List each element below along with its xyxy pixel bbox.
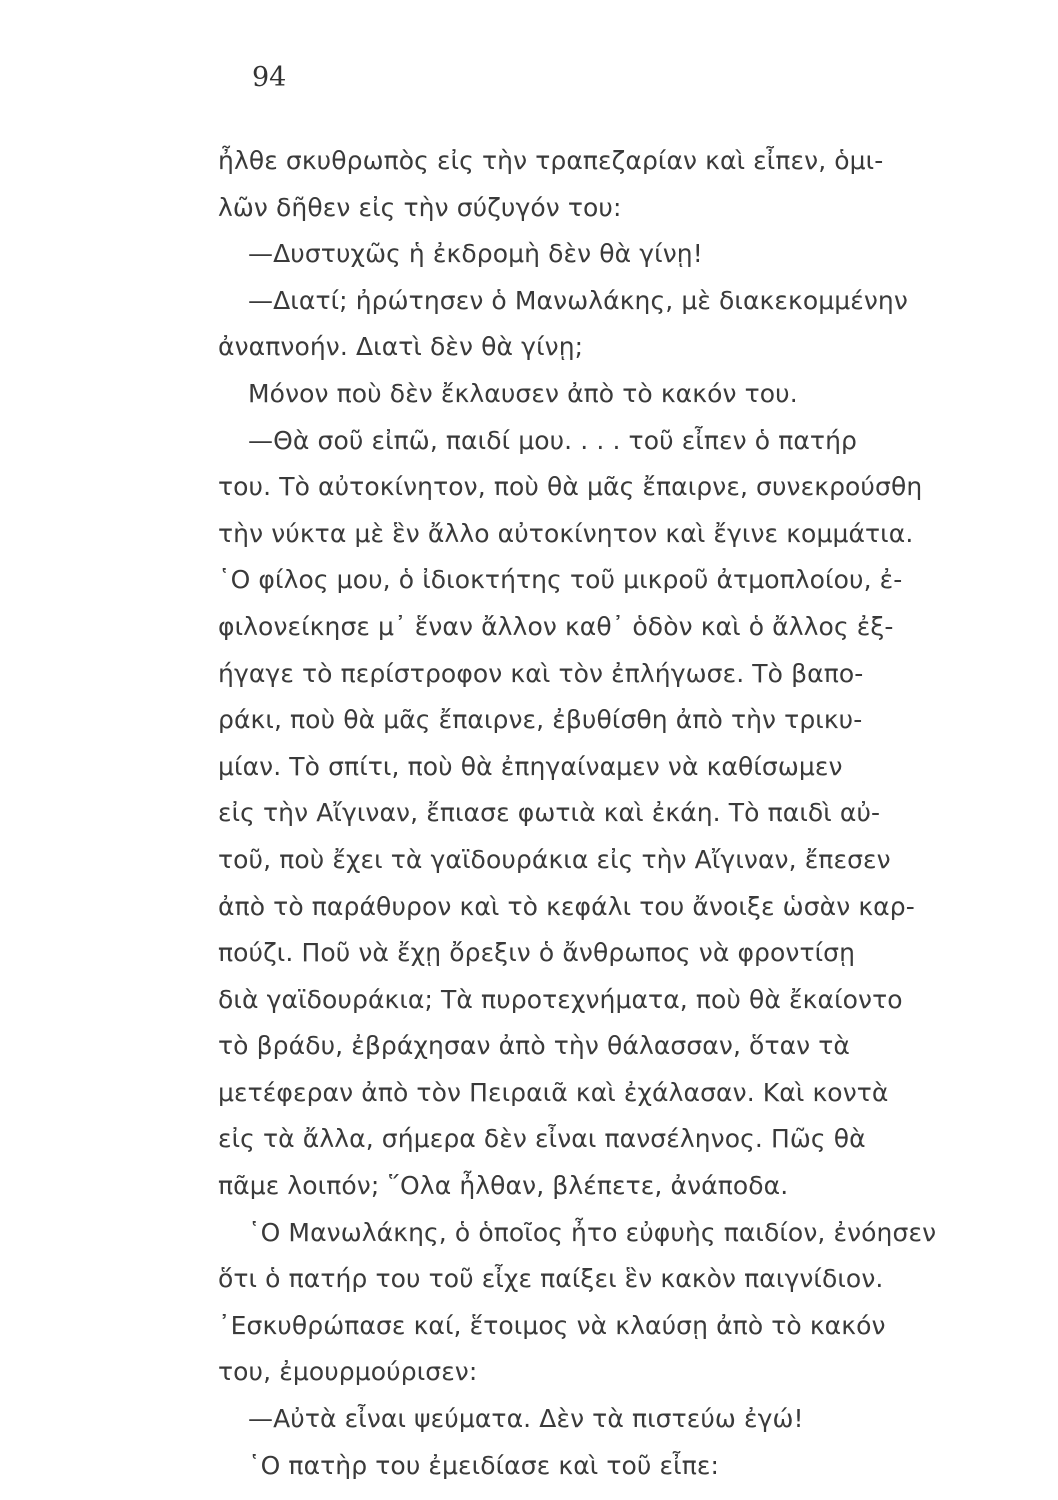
text-line: του. Τὸ αὐτοκίνητον, ποὺ θὰ μᾶς ἔπαιρνε, συνεκρούσθη bbox=[218, 472, 923, 502]
text-line: ῾Ο Μανωλάκης, ὁ ὁποῖος ἦτο εὐφυὴς παιδίον, ἐνόησεν bbox=[248, 1217, 937, 1247]
text-line: ἀναπνοήν. Διατὶ δὲν θὰ γίνῃ; bbox=[218, 332, 584, 362]
text-line: ῾Ο φίλος μου, ὁ ἰδιοκτήτης τοῦ μικροῦ ἀτμοπλοίου, ἐ- bbox=[218, 565, 903, 595]
text-line: ᾽Εσκυθρώπασε καί, ἕτοιμος νὰ κλαύσῃ ἀπὸ τὸ κακόν bbox=[218, 1310, 886, 1340]
text-line: ῾Ο πατὴρ του ἐμειδίασε καὶ τοῦ εἶπε: bbox=[248, 1450, 719, 1480]
text-line: εἰς τὴν Αἴγιναν, ἔπιασε φωτιὰ καὶ ἐκάη. Τὸ παιδὶ αὐ- bbox=[218, 798, 881, 828]
text-line: μετέφεραν ἀπὸ τὸν Πειραιᾶ καὶ ἐχάλασαν. Καὶ κοντὰ bbox=[218, 1077, 889, 1107]
text-line: φιλονείκησε μ᾽ ἕναν ἄλλον καθ᾽ ὁδὸν καὶ ὁ ἄλλος ἐξ- bbox=[218, 611, 894, 641]
text-line: εἰς τὰ ἄλλα, σήμερα δὲν εἶναι πανσέληνος. Πῶς θὰ bbox=[218, 1124, 866, 1154]
text-line: ἦλθε σκυθρωπὸς εἰς τὴν τραπεζαρίαν καὶ εἶπεν, ὁμι- bbox=[218, 146, 884, 175]
text-line: Μόνον ποὺ δὲν ἔκλαυσεν ἀπὸ τὸ κακόν του. bbox=[248, 378, 798, 408]
text-line: διὰ γαϊδουράκια; Τὰ πυροτεχνήματα, ποὺ θὰ ἔκαίοντο bbox=[218, 984, 903, 1014]
text-line: μίαν. Τὸ σπίτι, ποὺ θὰ ἐπηγαίναμεν νὰ καθίσωμεν bbox=[218, 751, 843, 781]
text-line: —Διατί; ἠρώτησεν ὁ Μανωλάκης, μὲ διακεκομμένην bbox=[248, 285, 908, 315]
text-line: πᾶμε λοιπόν; ῞Ολα ἦλθαν, βλέπετε, ἀνάποδα. bbox=[218, 1171, 789, 1201]
text-line: του, ἐμουρμούρισεν: bbox=[218, 1357, 478, 1387]
text-line: τοῦ, ποὺ ἔχει τὰ γαϊδουράκια εἰς τὴν Αἴγιναν, ἔπεσεν bbox=[218, 844, 891, 874]
text-line: —Δυστυχῶς ἡ ἐκδρομὴ δὲν θὰ γίνῃ! bbox=[248, 239, 703, 269]
text-line: ἀπὸ τὸ παράθυρον καὶ τὸ κεφάλι του ἄνοιξε ὡσὰν καρ- bbox=[218, 891, 915, 921]
text-line: —Θὰ σοῦ εἰπῶ, παιδί μου. . . . τοῦ εἶπεν ὁ πατήρ bbox=[248, 425, 857, 455]
text-line: πούζι. Ποῦ νὰ ἔχῃ ὄρεξιν ὁ ἄνθρωπος νὰ φροντίσῃ bbox=[218, 938, 856, 968]
body-text bbox=[218, 138, 994, 1489]
page-number: 94 bbox=[252, 62, 287, 93]
text-line: ήγαγε τὸ περίστροφον καὶ τὸν ἐπλήγωσε. Τὸ βαπο- bbox=[218, 658, 864, 688]
text-line: τὴν νύκτα μὲ ἓν ἄλλο αὐτοκίνητον καὶ ἔγινε κομμάτια. bbox=[218, 518, 914, 548]
text-line: —Αὐτὰ εἶναι ψεύματα. Δὲν τὰ πιστεύω ἐγώ! bbox=[248, 1404, 804, 1434]
text-line: λῶν δῆθεν εἰς τὴν σύζυγόν του: bbox=[218, 192, 622, 222]
text-line: τὸ βράδυ, ἐβράχησαν ἀπὸ τὴν θάλασσαν, ὅταν τὰ bbox=[218, 1031, 851, 1061]
text-line: ὅτι ὁ πατήρ του τοῦ εἶχε παίξει ἓν κακὸν παιγνίδιον. bbox=[218, 1264, 884, 1294]
text-line: ράκι, ποὺ θὰ μᾶς ἔπαιρνε, ἐβυθίσθη ἀπὸ τὴν τρικυ- bbox=[218, 705, 863, 735]
